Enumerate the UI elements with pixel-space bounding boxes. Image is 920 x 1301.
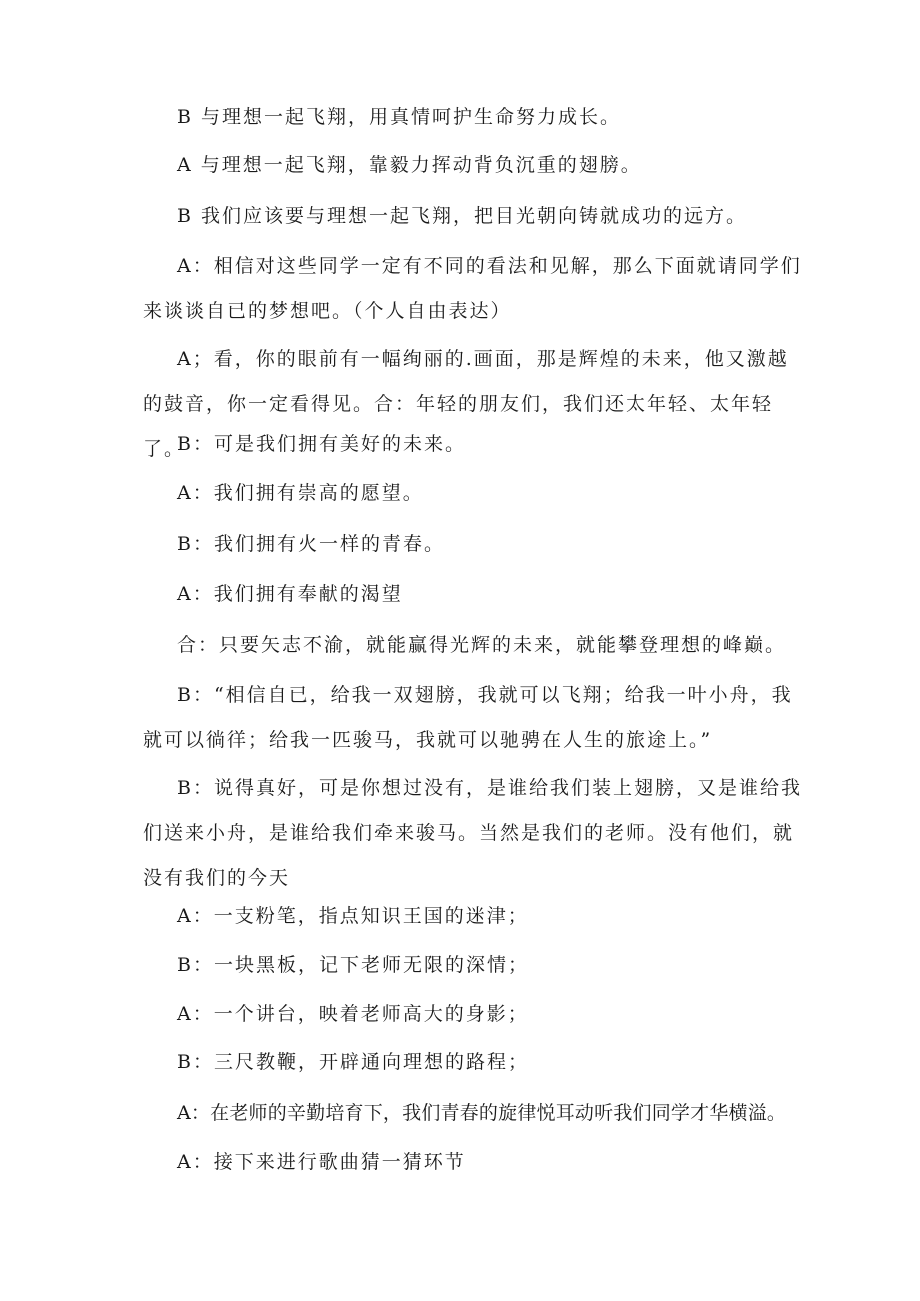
- paragraph-7: A：我们拥有崇高的愿望。: [177, 482, 424, 504]
- paragraph-11: B：“相信自已，给我一双翅膀，我就可以飞翔；给我一叶小舟，我就可以徜徉；给我一匹骏马，我就可以驰骋在人生的旅途上。”: [143, 684, 793, 751]
- paragraph-2: A 与理想一起飞翔，靠毅力挥动背负沉重的翅膀。: [177, 154, 642, 176]
- paragraph-4: A：相信对这些同学一定有不同的看法和见解，那么下面就请同学们来谈谈自已的梦想吧。（个人自由表达）: [143, 255, 802, 322]
- paragraph-5: A；看，你的眼前有一幅绚丽的.画面，那是辉煌的未来，他又激越的鼓音，你一定看得见。合：年轻的朋友们，我们还太年轻、太年轻了。: [143, 348, 789, 460]
- paragraph-3: B 我们应该要与理想一起飞翔，把目光朝向铸就成功的远方。: [177, 205, 748, 227]
- paragraph-1: B 与理想一起飞翔，用真情呵护生命努力成长。: [177, 106, 622, 128]
- paragraph-16: B：三尺教鞭，开辟通向理想的路程；: [177, 1051, 529, 1073]
- paragraph-15: A：一个讲台，映着老师高大的身影；: [177, 1003, 529, 1025]
- paragraph-17: A：在老师的辛勤培育下，我们青春的旋律悦耳动听我们同学才华横溢。: [177, 1102, 787, 1124]
- paragraph-10: 合：只要矢志不渝，就能赢得光辉的未来，就能攀登理想的峰巅。: [177, 634, 787, 656]
- paragraph-12: B：说得真好，可是你想过没有，是谁给我们装上翅膀，又是谁给我们送来小舟，是谁给我们牵来骏马。当然是我们的老师。没有他们，就没有我们的今天: [143, 777, 802, 889]
- paragraph-8: B：我们拥有火一样的青春。: [177, 533, 445, 555]
- paragraph-9: A：我们拥有奉献的渴望: [177, 583, 403, 605]
- paragraph-13: A：一支粉笔，指点知识王国的迷津；: [177, 905, 529, 927]
- paragraph-14: B：一块黑板，记下老师无限的深情；: [177, 954, 529, 976]
- paragraph-6: B：可是我们拥有美好的未来。: [177, 433, 466, 455]
- paragraph-18: A：接下来进行歌曲猜一猜环节: [177, 1151, 466, 1173]
